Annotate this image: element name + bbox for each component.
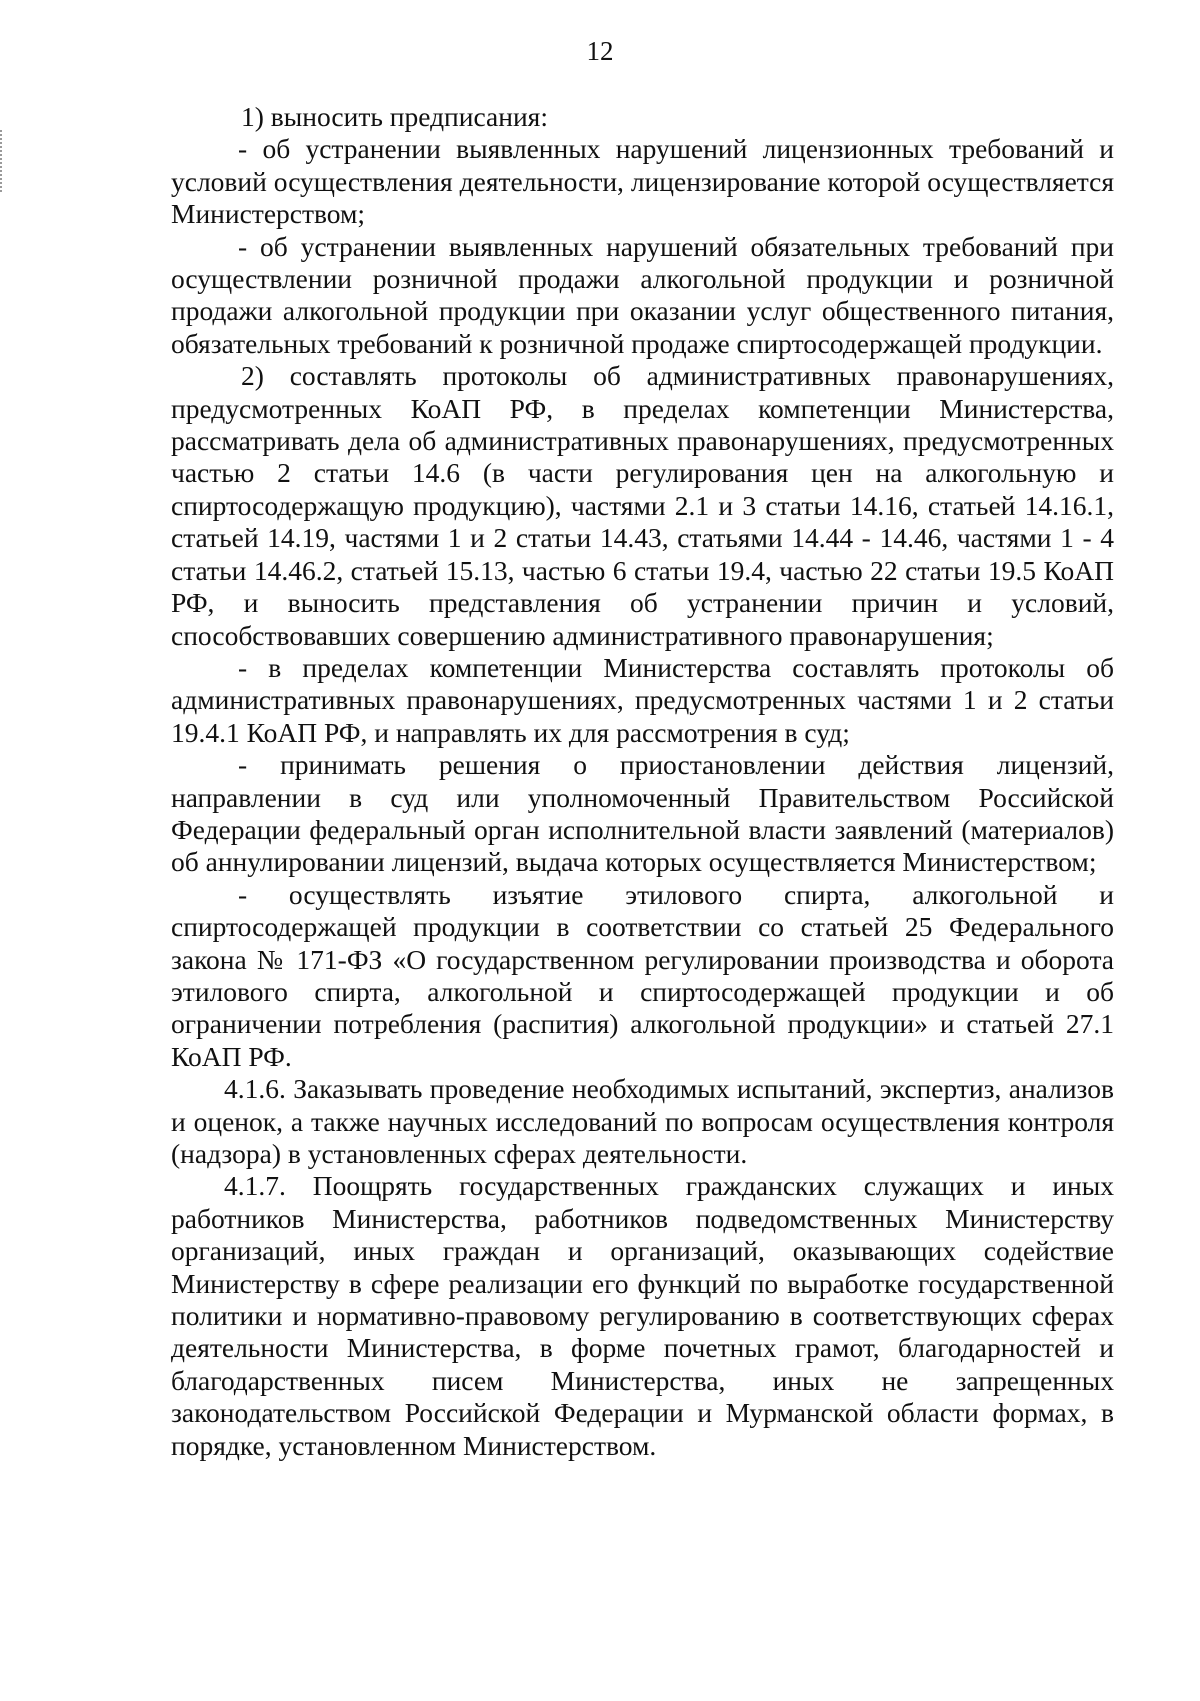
page-number: 12 — [586, 36, 614, 66]
document-body — [171, 101, 1114, 1462]
paragraph-item-2: 2) составлять протоколы об административных правонарушениях, предусмотренных КоАП РФ, в пределах компетенции Министерства, рассматривать дела об административных правонарушениях, предусмотренных частью 2 статьи 14.6 (в части регулирования цен на алкогольную и спиртосодержащую продукцию), частями 2.1 и 3 статьи 14.16, статьей 14.16.1, статьей 14.19, частями 1 и 2 статьи 14.43, статьями 14.44 - 14.46, частями 1 - 4 статьи 14.46.2, статьей 15.13, частью 6 статьи 19.4, частью 22 статьи 19.5 КоАП РФ, и выносить представления об устранении причин и условий, способствовавших совершению административного правонарушения; — [171, 360, 1114, 651]
paragraph-seizure: - осуществлять изъятие этилового спирта, алкогольной и спиртосодержащей продукции в соответствии со статьей 25 Федерального закона № 171-ФЗ «О государственном регулировании производства и оборота этилового спирта, алкогольной и спиртосодержащей продукции и об ограничении потребления (распития) алкогольной продукции» и статьей 27.1 КоАП РФ. — [171, 878, 1114, 1072]
paragraph-protocols-court: - в пределах компетенции Министерства составлять протоколы об административных правонарушениях, предусмотренных частями 1 и 2 статьи 19.4.1 КоАП РФ, и направлять их для рассмотрения в суд; — [171, 651, 1114, 748]
binding-mark — [0, 130, 6, 192]
paragraph-retail-requirements: - об устранении выявленных нарушений обязательных требований при осуществлении розничной продажи алкогольной продукции и розничной продажи алкогольной продукции при оказании услуг общественного питания, обязательных требований к розничной продаже спиртосодержащей продукции. — [171, 230, 1114, 359]
paragraph-section-4-1-7: 4.1.7. Поощрять государственных гражданских служащих и иных работников Министерства, работников подведомственных Министерству организаций, иных граждан и организаций, оказывающих содействие Министерству в сфере реализации его функций по выработке государственной политики и нормативно-правовому регулированию в соответствующих сферах деятельности Министерства, в форме почетных грамот, благодарностей и благодарственных писем Министерства, иных не запрещенных законодательством Российской Федерации и Мурманской области формах, в порядке, установленном Министерством. — [171, 1170, 1114, 1461]
paragraph-license-suspension: - принимать решения о приостановлении действия лицензий, направлении в суд или уполномоченный Правительством Российской Федерации федеральный орган исполнительной власти заявлений (материалов) об аннулировании лицензий, выдача которых осуществляется Министерством; — [171, 749, 1114, 878]
paragraph-license-violations: - об устранении выявленных нарушений лицензионных требований и условий осуществления деятельности, лицензирование которой осуществляется Министерством; — [171, 133, 1114, 230]
paragraph-section-4-1-6: 4.1.6. Заказывать проведение необходимых испытаний, экспертиз, анализов и оценок, а также научных исследований по вопросам осуществления контроля (надзора) в установленных сферах деятельности. — [171, 1073, 1114, 1169]
paragraph-item-1: 1) выносить предписания: — [241, 101, 548, 132]
